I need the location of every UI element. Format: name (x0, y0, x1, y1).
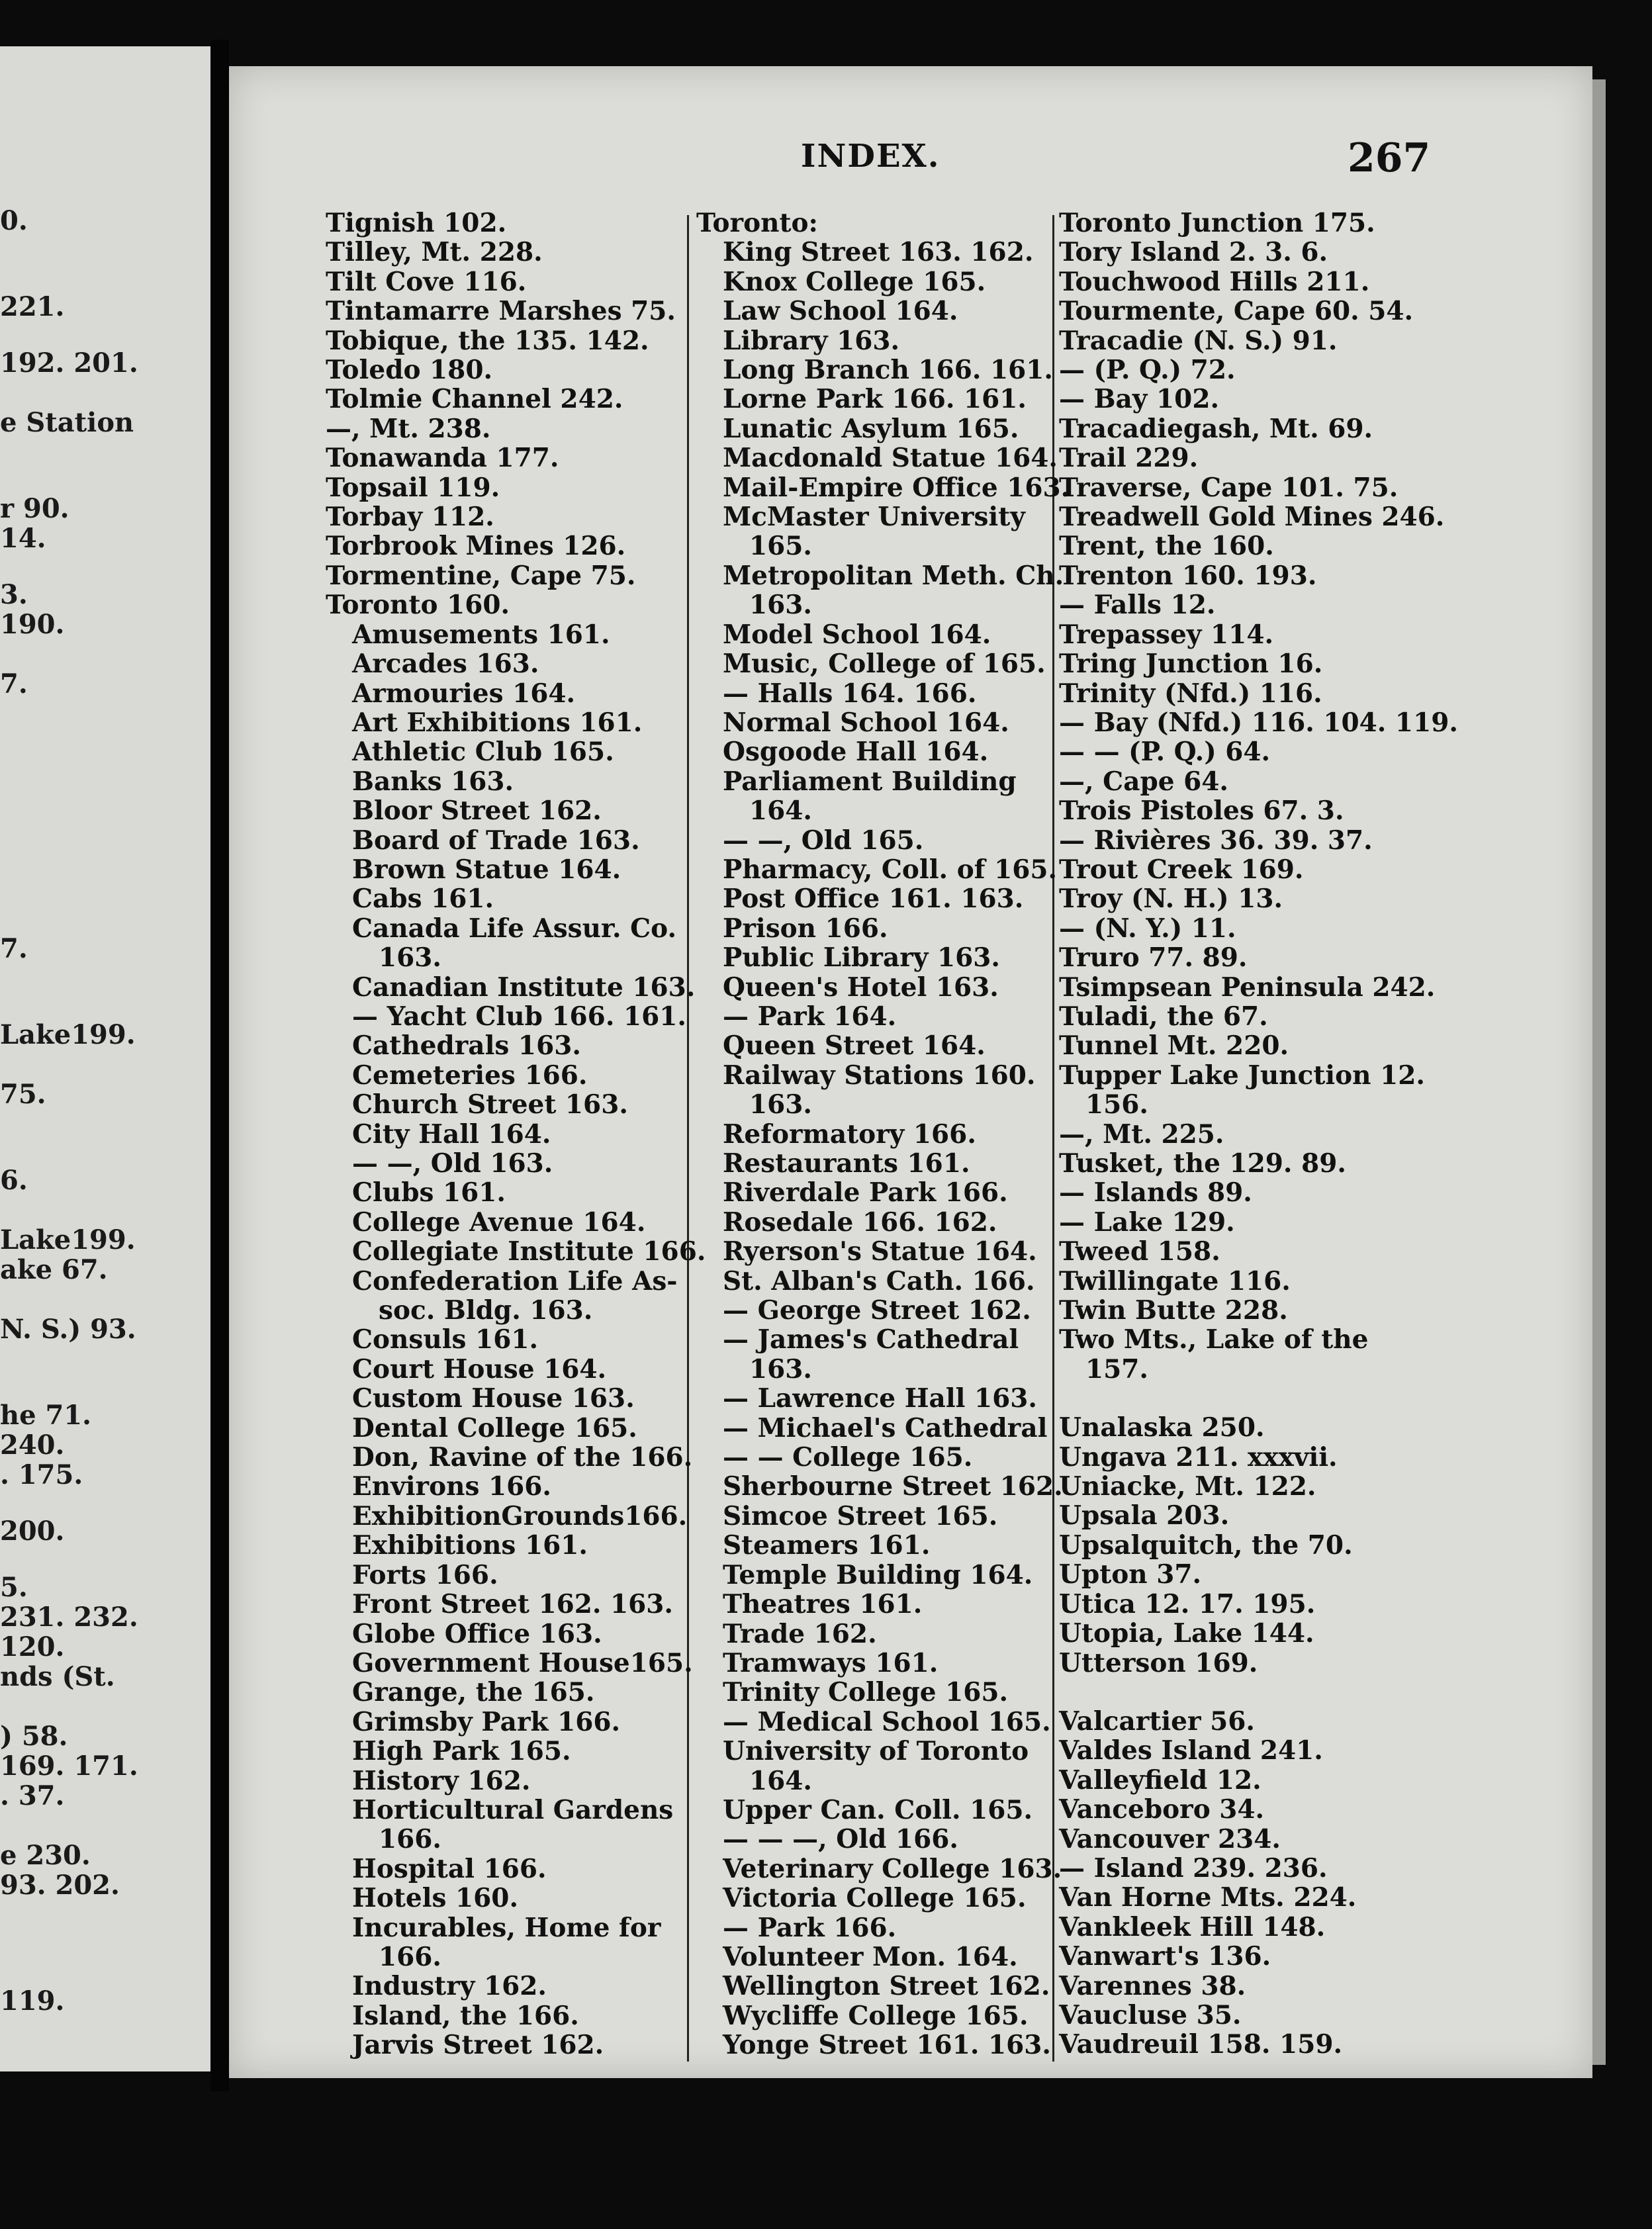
index-entry: —, Mt. 238. (326, 413, 491, 444)
left-page-text: 75. (0, 1079, 46, 1110)
index-entry: soc. Bldg. 163. (379, 1295, 593, 1326)
left-page-text: 231. 232. (0, 1602, 138, 1633)
index-entry: Treadwell Gold Mines 246. (1059, 502, 1445, 533)
index-entry: Hospital 166. (352, 1853, 547, 1884)
index-entry: Tuladi, the 67. (1059, 1001, 1268, 1032)
index-entry: Library 163. (723, 325, 900, 356)
index-entry: Tory Island 2. 3. 6. (1059, 237, 1328, 268)
index-entry: Model School 164. (723, 619, 991, 650)
index-entry: Utopia, Lake 144. (1059, 1618, 1314, 1649)
left-page-text: ) 58. (0, 1721, 68, 1752)
index-entry: Wellington Street 162. (723, 1971, 1050, 2002)
left-page-text: 5. (0, 1572, 28, 1603)
index-entry: Trail 229. (1059, 443, 1199, 474)
index-entry: Grimsby Park 166. (352, 1706, 621, 1737)
index-entry: Ryerson's Statue 164. (723, 1236, 1037, 1267)
index-entry: — Yacht Club 166. 161. (352, 1001, 686, 1032)
index-entry: Restaurants 161. (723, 1148, 970, 1179)
index-entry: — Halls 164. 166. (723, 678, 977, 709)
index-entry: Theatres 161. (723, 1589, 923, 1620)
left-page-text: r 90. (0, 493, 69, 524)
index-entry: Touchwood Hills 211. (1059, 266, 1370, 297)
index-entry: Traverse, Cape 101. 75. (1059, 472, 1399, 503)
left-page-text: . 175. (0, 1459, 83, 1490)
index-entry: Toronto Junction 175. (1059, 208, 1375, 238)
index-entry: Tunnel Mt. 220. (1059, 1030, 1289, 1062)
index-entry: Normal School 164. (723, 707, 1009, 738)
index-entry: — — College 165. (723, 1442, 973, 1473)
index-entry: 163. (379, 942, 441, 974)
index-entry: Prison 166. (723, 913, 888, 944)
index-entry: Tormentine, Cape 75. (326, 560, 636, 591)
index-entry: — Bay (Nfd.) 116. 104. 119. (1059, 707, 1458, 738)
index-entry: 163. (749, 590, 812, 621)
index-entry: — George Street 162. (723, 1295, 1031, 1326)
index-entry: Reformatory 166. (723, 1118, 976, 1150)
index-entry: — —, Old 163. (352, 1148, 553, 1179)
index-entry: Tusket, the 129. 89. (1059, 1148, 1346, 1179)
index-entry: — Island 239. 236. (1059, 1852, 1328, 1884)
index-entry: Utterson 169. (1059, 1647, 1258, 1678)
index-entry: Industry 162. (352, 1971, 547, 2002)
index-entry: Forts 166. (352, 1559, 498, 1590)
left-page-text: 6. (0, 1165, 28, 1196)
index-entry: Confederation Life As- (352, 1265, 678, 1296)
index-entry: 164. (749, 796, 812, 827)
index-entry: Banks 163. (352, 766, 514, 797)
index-entry: Law School 164. (723, 296, 958, 327)
index-entry: Vanceboro 34. (1059, 1794, 1265, 1825)
index-entry: — Lake 129. (1059, 1206, 1235, 1238)
index-entry: Long Branch 166. 161. (723, 355, 1054, 386)
index-entry: Troy (N. H.) 13. (1059, 884, 1283, 915)
index-entry: Trinity College 165. (723, 1677, 1009, 1708)
index-entry: — Michael's Cathedral (723, 1412, 1048, 1443)
index-entry: High Park 165. (352, 1736, 571, 1767)
index-entry: Tignish 102. (326, 208, 507, 238)
index-entry: — (N. Y.) 11. (1059, 913, 1236, 944)
left-page-text: 120. (0, 1631, 65, 1662)
index-entry: Don, Ravine of the 166. (352, 1442, 693, 1473)
index-entry: Upton 37. (1059, 1559, 1202, 1590)
left-page-text: e Station (0, 407, 134, 438)
index-entry: Valdes Island 241. (1059, 1735, 1323, 1766)
index-entry: — —, Old 165. (723, 825, 924, 856)
index-entry: Tracadiegash, Mt. 69. (1059, 413, 1373, 444)
left-page-text: 93. 202. (0, 1870, 120, 1901)
page-edge (1592, 79, 1606, 2065)
index-entry: Cemeteries 166. (352, 1060, 588, 1091)
index-entry: Osgoode Hall 164. (723, 737, 989, 768)
index-entry: Government House165. (352, 1647, 693, 1678)
index-entry: Trenton 160. 193. (1059, 560, 1317, 591)
index-entry: Volunteer Mon. 164. (723, 1941, 1018, 1972)
index-entry: Grange, the 165. (352, 1677, 595, 1708)
index-entry: Knox College 165. (723, 266, 986, 297)
index-entry: Board of Trade 163. (352, 825, 640, 856)
index-entry: College Avenue 164. (352, 1206, 646, 1238)
index-entry: Vaucluse 35. (1059, 1999, 1242, 2030)
index-entry: Sherbourne Street 162. (723, 1471, 1063, 1502)
index-entry: Public Library 163. (723, 942, 1001, 974)
index-entry: Environs 166. (352, 1471, 551, 1502)
index-entry: Trepassey 114. (1059, 619, 1274, 650)
left-page-text: 190. (0, 609, 65, 640)
index-entry: Tilley, Mt. 228. (326, 237, 543, 268)
index-entry: Jarvis Street 162. (352, 2030, 604, 2061)
index-entry: — Islands 89. (1059, 1177, 1252, 1208)
index-entry: Canada Life Assur. Co. (352, 913, 677, 944)
left-page-text: 221. (0, 291, 65, 322)
index-entry: Armouries 164. (352, 678, 576, 709)
index-entry: Tsimpsean Peninsula 242. (1059, 972, 1436, 1003)
index-entry: Van Horne Mts. 224. (1059, 1882, 1357, 1913)
index-entry: Tupper Lake Junction 12. (1059, 1060, 1425, 1091)
index-entry: Art Exhibitions 161. (352, 707, 643, 738)
index-entry: Valleyfield 12. (1059, 1764, 1262, 1796)
index-entry: Pharmacy, Coll. of 165. (723, 854, 1058, 885)
index-entry: History 162. (352, 1765, 531, 1796)
index-entry: Two Mts., Lake of the (1059, 1324, 1369, 1355)
index-entry: Vanwart's 136. (1059, 1941, 1271, 1972)
index-entry: Vancouver 234. (1059, 1823, 1281, 1854)
index-entry: Trinity (Nfd.) 116. (1059, 678, 1322, 709)
left-page-text: 14. (0, 523, 46, 554)
left-page-text: 169. 171. (0, 1751, 138, 1782)
index-entry: Arcades 163. (352, 649, 539, 680)
left-page-fragment (0, 46, 210, 2071)
index-entry: ExhibitionGrounds166. (352, 1500, 688, 1531)
index-entry: Amusements 161. (352, 619, 610, 650)
index-entry: Parliament Building (723, 766, 1017, 797)
index-entry: — Lawrence Hall 163. (723, 1383, 1038, 1414)
left-page-text: 0. (0, 205, 28, 236)
index-entry: Exhibitions 161. (352, 1530, 588, 1561)
index-entry: Globe Office 163. (352, 1618, 602, 1649)
index-entry: Mail-Empire Office 163. (723, 472, 1070, 503)
index-entry: Church Street 163. (352, 1089, 628, 1120)
index-entry: St. Alban's Cath. 166. (723, 1265, 1035, 1296)
index-entry: Dental College 165. (352, 1412, 637, 1443)
index-entry: Varennes 38. (1059, 1970, 1246, 2001)
index-entry: —, Mt. 225. (1059, 1118, 1224, 1150)
index-entry: Vaudreuil 158. 159. (1059, 2029, 1343, 2060)
index-entry: Cathedrals 163. (352, 1030, 581, 1062)
index-entry: Tilt Cove 116. (326, 266, 527, 297)
index-entry: Court House 164. (352, 1353, 607, 1385)
index-entry: Utica 12. 17. 195. (1059, 1588, 1316, 1619)
index-entry: Collegiate Institute 166. (352, 1236, 706, 1267)
index-entry: Tring Junction 16. (1059, 649, 1323, 680)
index-entry: Tourmente, Cape 60. 54. (1059, 296, 1414, 327)
index-entry: University of Toronto (723, 1736, 1029, 1767)
index-entry: 165. (749, 531, 812, 562)
index-entry: Tweed 158. (1059, 1236, 1220, 1267)
index-entry: McMaster University (723, 502, 1025, 533)
index-entry: Tintamarre Marshes 75. (326, 296, 676, 327)
left-page-text: he 71. (0, 1400, 92, 1431)
left-page-text: 119. (0, 1985, 65, 2017)
index-entry: Bloor Street 162. (352, 796, 602, 827)
index-entry: Truro 77. 89. (1059, 942, 1248, 974)
index-entry: — Falls 12. (1059, 590, 1216, 621)
left-page-text: Lake199. (0, 1019, 136, 1050)
index-entry: Victoria College 165. (723, 1883, 1027, 1914)
index-entry: Brown Statue 164. (352, 854, 621, 885)
index-entry: 163. (749, 1353, 812, 1385)
index-entry: Temple Building 164. (723, 1559, 1033, 1590)
index-entry: —, Cape 64. (1059, 766, 1228, 797)
index-entry: Front Street 162. 163. (352, 1589, 674, 1620)
index-entry: Ungava 211. xxxvii. (1059, 1441, 1338, 1473)
index-entry: Tolmie Channel 242. (326, 384, 623, 415)
index-column-2 (696, 208, 1070, 2061)
index-entry: Torbay 112. (326, 502, 494, 533)
index-entry: — Park 166. (723, 1912, 897, 1943)
left-page-text: Lake199. (0, 1224, 136, 1255)
index-entry: Twin Butte 228. (1059, 1295, 1288, 1326)
index-entry: Valcartier 56. (1059, 1706, 1255, 1737)
page-number: 267 (1348, 135, 1431, 181)
index-entry: Topsail 119. (326, 472, 500, 503)
left-page-text: 240. (0, 1430, 65, 1461)
index-entry: Metropolitan Meth. Ch. (723, 560, 1064, 591)
index-entry: Railway Stations 160. (723, 1060, 1036, 1091)
left-page-text: 3. (0, 579, 28, 610)
index-entry: Upper Can. Coll. 165. (723, 1794, 1033, 1825)
left-page-text: N. S.) 93. (0, 1314, 136, 1345)
index-entry: Steamers 161. (723, 1530, 931, 1561)
index-entry: Upsala 203. (1059, 1500, 1230, 1531)
index-entry: — — (P. Q.) 64. (1059, 737, 1271, 768)
index-entry: Yonge Street 161. 163. (723, 2030, 1051, 2061)
index-entry: Queen Street 164. (723, 1030, 986, 1062)
index-entry: 163. (749, 1089, 812, 1120)
index-entry: — James's Cathedral (723, 1324, 1019, 1355)
left-page-text: . 37. (0, 1780, 65, 1811)
index-entry: Toledo 180. (326, 355, 493, 386)
book-gutter (210, 40, 229, 2091)
index-entry: 157. (1085, 1353, 1148, 1385)
index-entry: — Medical School 165. (723, 1706, 1051, 1737)
left-page-text: 7. (0, 668, 28, 700)
left-page-text: ake 67. (0, 1254, 108, 1285)
index-entry: Toronto: (696, 208, 818, 238)
index-entry: Queen's Hotel 163. (723, 972, 999, 1003)
index-entry: Uniacke, Mt. 122. (1059, 1471, 1316, 1502)
index-entry: Twillingate 116. (1059, 1265, 1291, 1296)
index-entry: 166. (379, 1941, 441, 1972)
index-entry: Clubs 161. (352, 1177, 506, 1208)
index-entry: Music, College of 165. (723, 649, 1046, 680)
index-entry: Riverdale Park 166. (723, 1177, 1008, 1208)
left-page-text: 7. (0, 933, 28, 964)
index-entry: Cabs 161. (352, 884, 494, 915)
left-page-text: e 230. (0, 1840, 91, 1871)
index-entry: 166. (379, 1824, 441, 1855)
left-page-text: 192. 201. (0, 347, 138, 379)
index-entry: Custom House 163. (352, 1383, 635, 1414)
index-entry: Lunatic Asylum 165. (723, 413, 1019, 444)
index-column-3 (1059, 208, 1458, 2060)
index-entry: Lorne Park 166. 161. (723, 384, 1027, 415)
index-entry: 156. (1085, 1089, 1148, 1120)
index-entry: Vankleek Hill 148. (1059, 1911, 1326, 1942)
index-entry: Island, the 166. (352, 2000, 579, 2031)
index-entry: Incurables, Home for (352, 1912, 661, 1943)
index-entry: Canadian Institute 163. (352, 972, 696, 1003)
index-entry: Tobique, the 135. 142. (326, 325, 649, 356)
index-entry: Simcoe Street 165. (723, 1500, 998, 1531)
index-entry: Rosedale 166. 162. (723, 1206, 997, 1238)
index-entry: Trois Pistoles 67. 3. (1059, 796, 1344, 827)
index-entry: — Bay 102. (1059, 384, 1220, 415)
index-entry: Macdonald Statue 164. (723, 443, 1058, 474)
index-entry: — Park 164. (723, 1001, 897, 1032)
index-entry: Upsalquitch, the 70. (1059, 1529, 1353, 1561)
index-entry: Toronto 160. (326, 590, 510, 621)
index-entry: Horticultural Gardens (352, 1794, 674, 1825)
index-entry: — Rivières 36. 39. 37. (1059, 825, 1373, 856)
left-page-text: nds (St. (0, 1661, 115, 1692)
index-entry: Tracadie (N. S.) 91. (1059, 325, 1338, 356)
index-entry: Trout Creek 169. (1059, 854, 1304, 885)
index-entry: Torbrook Mines 126. (326, 531, 626, 562)
index-entry: Tramways 161. (723, 1647, 939, 1678)
index-entry: City Hall 164. (352, 1118, 551, 1150)
index-entry: Unalaska 250. (1059, 1412, 1265, 1443)
index-column-1 (326, 208, 706, 2061)
index-entry: Athletic Club 165. (352, 737, 614, 768)
index-entry: 164. (749, 1765, 812, 1796)
index-entry: Veterinary College 163. (723, 1853, 1062, 1884)
index-entry: Hotels 160. (352, 1883, 519, 1914)
index-entry: Consuls 161. (352, 1324, 539, 1355)
left-page-text: 200. (0, 1516, 65, 1547)
index-entry: King Street 163. 162. (723, 237, 1034, 268)
index-entry: Wycliffe College 165. (723, 2000, 1029, 2031)
running-head: INDEX. (801, 138, 941, 175)
index-entry: — — —, Old 166. (723, 1824, 958, 1855)
index-entry: Tonawanda 177. (326, 443, 559, 474)
index-entry: Trent, the 160. (1059, 531, 1274, 562)
index-entry: — (P. Q.) 72. (1059, 355, 1236, 386)
index-entry: Trade 162. (723, 1618, 877, 1649)
index-entry: Post Office 161. 163. (723, 884, 1024, 915)
column-rule (687, 215, 689, 2062)
